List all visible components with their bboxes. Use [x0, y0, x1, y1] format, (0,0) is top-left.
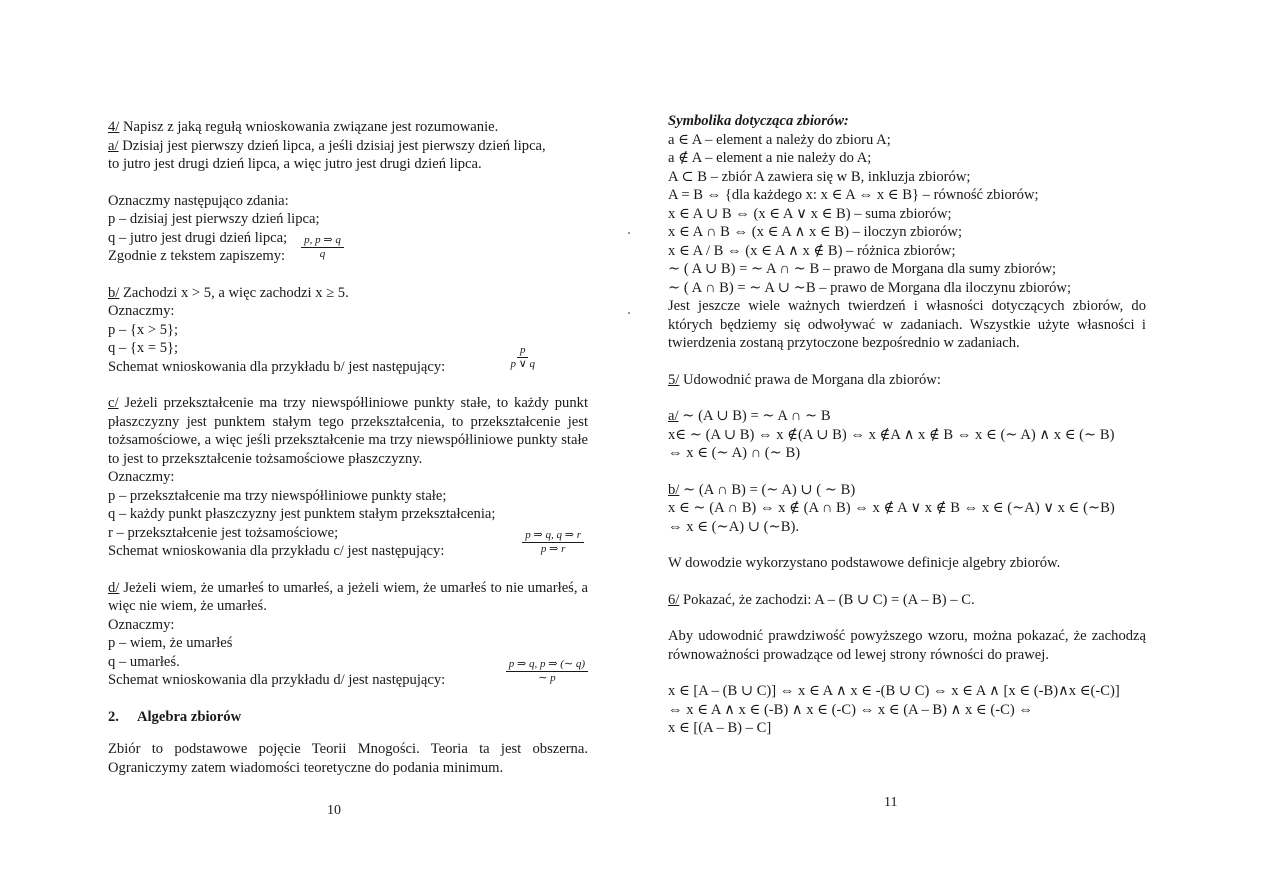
symbol-definition: a ∉ A – element a nie należy do A;: [668, 150, 872, 166]
symbols-note: Jest jeszcze wiele ważnych twierdzeń i własności dotyczących zbiorów, do których będziemy się odwoływać w zadaniach. Wszystkie użyte własności i twierdzenia zostaną przytoczone bezpośrednio w zadaniach.: [668, 298, 1146, 351]
exercise-6-line: ⇔ x ∈ A ∧ x ∈ (-B) ∧ x ∈ (-C) ⇔ x ∈ (A – B) ∧ x ∈ (-C) ⇔: [668, 701, 1033, 718]
inference-rule: $\frac{p}{p \vee q}$: [510, 344, 535, 370]
exercise-number: 4/: [108, 119, 120, 135]
symbol-definition: A = B ⇔ {dla każdego x: x ∈ A ⇔ x ∈ B} – równość zbiorów;: [668, 187, 1039, 203]
notation-intro: Oznaczmy:: [108, 616, 175, 633]
proof-a-line: ⇔ x ∈ (∼ A) ∩ (∼ B): [668, 445, 801, 461]
proof-b-head: b/ ∼ (A ∩ B) = (∼ A) ∪ ( ∼ B): [668, 481, 856, 498]
symbol-definition: a ∈ A – element a należy do zbioru A;: [668, 131, 891, 148]
section-text: Zbiór to podstawowe pojęcie Teorii Mnogości. Teoria ta jest obszerna. Ograniczymy zatem wiadomości teoretyczne do podania minimum.: [108, 741, 588, 776]
proposition-p: p – przekształcenie ma trzy niewspółliniowe punkty stałe;: [108, 487, 447, 504]
notation-intro: Oznaczmy:: [108, 303, 175, 319]
proof-b-line: ⇔ x ∈ (∼A) ∪ (∼B).: [668, 518, 799, 535]
exercise-5-title: 5/ Udowodnić prawa de Morgana dla zbiorów:: [668, 371, 941, 388]
exercise-6-title: 6/ Pokazać, że zachodzi: A – (B ∪ C) = (A – B) – C.: [668, 591, 975, 608]
exercise-4-title: 4/ Napisz z jaką regułą wnioskowania związane jest rozumowanie.: [108, 119, 499, 135]
schema-d: [108, 653, 588, 690]
scan-speck: [628, 312, 630, 314]
schema-caption: Schemat wnioskowania dla przykładu b/ jest następujący:: [108, 358, 446, 375]
example-b-line: b/ Zachodzi x > 5, a więc zachodzi x ≥ 5.: [108, 284, 349, 301]
page-number: 11: [884, 795, 898, 810]
symbol-definition: A ⊂ B – zbiór A zawiera się w B, inkluzja zbiorów;: [668, 168, 971, 185]
left-page: [108, 118, 588, 777]
schema-b: [108, 339, 588, 376]
example-d-text: d/ Jeżeli wiem, że umarłeś to umarłeś, a jeżeli wiem, że umarłeś to nie umarłeś, a więc nie wiem, że umarłeś.: [108, 579, 588, 614]
symbols-heading: Symbolika dotycząca zbiorów:: [668, 113, 849, 129]
proposition-p: p – {x > 5};: [108, 321, 179, 338]
inference-rule: $\frac{p \Rightarrow q, q \Rightarrow r}{p \Rightarrow r}$: [522, 529, 584, 556]
example-label: b/: [108, 284, 120, 301]
proof-b-line: x ∈ ∼ (A ∩ B) ⇔ x ∉ (A ∩ B) ⇔ x ∉ A ∨ x ∉ B ⇔ x ∈ (∼A) ∨ x ∈ (∼B): [668, 500, 1115, 516]
example-a-line: to jutro jest drugi dzień lipca, a więc jutro jest drugi dzień lipca.: [108, 156, 482, 172]
schema-c: [108, 524, 588, 561]
example-c-text: c/ Jeżeli przekształcenie ma trzy niewspółliniowe punkty stałe, to każdy punkt płaszczyzny jest punktem stałym tego przekształcenia, to przekształcenie jest tożsamościowe, a więc jeśli przekształcenie ma trzy niewspółliniowe punkty stałe to jest to przekształcenie tożsamościowe płaszczyzny.: [108, 395, 588, 467]
schema-a: [108, 229, 588, 266]
inference-rule: $\frac{p, p \Rightarrow q}{q}$: [301, 234, 344, 261]
proposition-q: q – {x = 5};: [108, 340, 179, 356]
example-label: a/: [108, 137, 119, 154]
proposition-p: p – wiem, że umarłeś: [108, 635, 233, 651]
proposition-q: q – umarłeś.: [108, 653, 180, 670]
example-label: d/: [108, 579, 120, 596]
section-number: 2.: [108, 708, 119, 725]
example-label: a/: [668, 408, 679, 424]
proof-conclusion: W dowodzie wykorzystano podstawowe definicje algebry zbiorów.: [668, 555, 1061, 571]
example-a-line: a/ Dzisiaj jest pierwszy dzień lipca, a jeśli dzisiaj jest pierwszy dzień lipca,: [108, 137, 546, 154]
proof-a-head: a/ ∼ (A ∪ B) = ∼ A ∩ ∼ B: [668, 408, 831, 424]
symbol-definition: x ∈ A / B ⇔ (x ∈ A ∧ x ∉ B) – różnica zbiorów;: [668, 242, 956, 259]
symbol-definition: x ∈ A ∩ B ⇔ (x ∈ A ∧ x ∈ B) – iloczyn zbiorów;: [668, 224, 963, 240]
schema-caption: Schemat wnioskowania dla przykładu c/ jest następujący:: [108, 543, 445, 559]
example-label: b/: [668, 481, 680, 498]
schema-caption: Zgodnie z tekstem zapiszemy:: [108, 248, 286, 264]
notation-intro: Oznaczmy następująco zdania:: [108, 192, 289, 209]
proof-a-line: x∈ ∼ (A ∪ B) ⇔ x ∉(A ∪ B) ⇔ x ∉A ∧ x ∉ B ⇔ x ∈ (∼ A) ∧ x ∈ (∼ B): [668, 426, 1115, 443]
symbol-definition: ∼ ( A ∩ B) = ∼ A ∪ ∼B – prawo de Morgana dla iloczynu zbiorów;: [668, 279, 1072, 296]
symbol-definition: x ∈ A ∪ B ⇔ (x ∈ A ∨ x ∈ B) – suma zbiorów;: [668, 205, 952, 222]
symbols-list: [668, 131, 1146, 298]
proposition-q: q – jutro jest drugi dzień lipca;: [108, 229, 288, 246]
section-title: Algebra zbiorów: [136, 708, 242, 725]
proposition-p: p – dzisiaj jest pierwszy dzień lipca;: [108, 211, 320, 227]
section-heading: [108, 708, 588, 727]
scan-speck: [628, 232, 630, 234]
symbol-definition: ∼ ( A ∪ B) = ∼ A ∩ ∼ B – prawo de Morgana dla sumy zbiorów;: [668, 261, 1057, 277]
page-number: 10: [327, 803, 341, 818]
proposition-q: q – każdy punkt płaszczyzny jest punktem stałym przekształcenia;: [108, 506, 496, 522]
schema-caption: Schemat wnioskowania dla przykładu d/ jest następujący:: [108, 672, 446, 688]
inference-rule: $\frac{p \Rightarrow q, p \Rightarrow (\sim q)}{\sim p}$: [506, 658, 588, 685]
proposition-r: r – przekształcenie jest tożsamościowe;: [108, 524, 339, 541]
exercise-6-line: x ∈ [A – (B ∪ C)] ⇔ x ∈ A ∧ x ∈ -(B ∪ C) ⇔ x ∈ A ∧ [x ∈ (-B)∧x ∈(-C)]: [668, 683, 1120, 699]
right-page: [668, 112, 1146, 738]
example-label: c/: [108, 395, 119, 411]
exercise-number: 6/: [668, 591, 680, 608]
notation-intro: Oznaczmy:: [108, 469, 175, 485]
exercise-6-intro: Aby udowodnić prawdziwość powyższego wzoru, można pokazać, że zachodzą równoważności prowadzące od lewej strony równości do prawej.: [668, 628, 1146, 663]
exercise-6-line: x ∈ [(A – B) – C]: [668, 720, 772, 736]
exercise-number: 5/: [668, 371, 680, 388]
